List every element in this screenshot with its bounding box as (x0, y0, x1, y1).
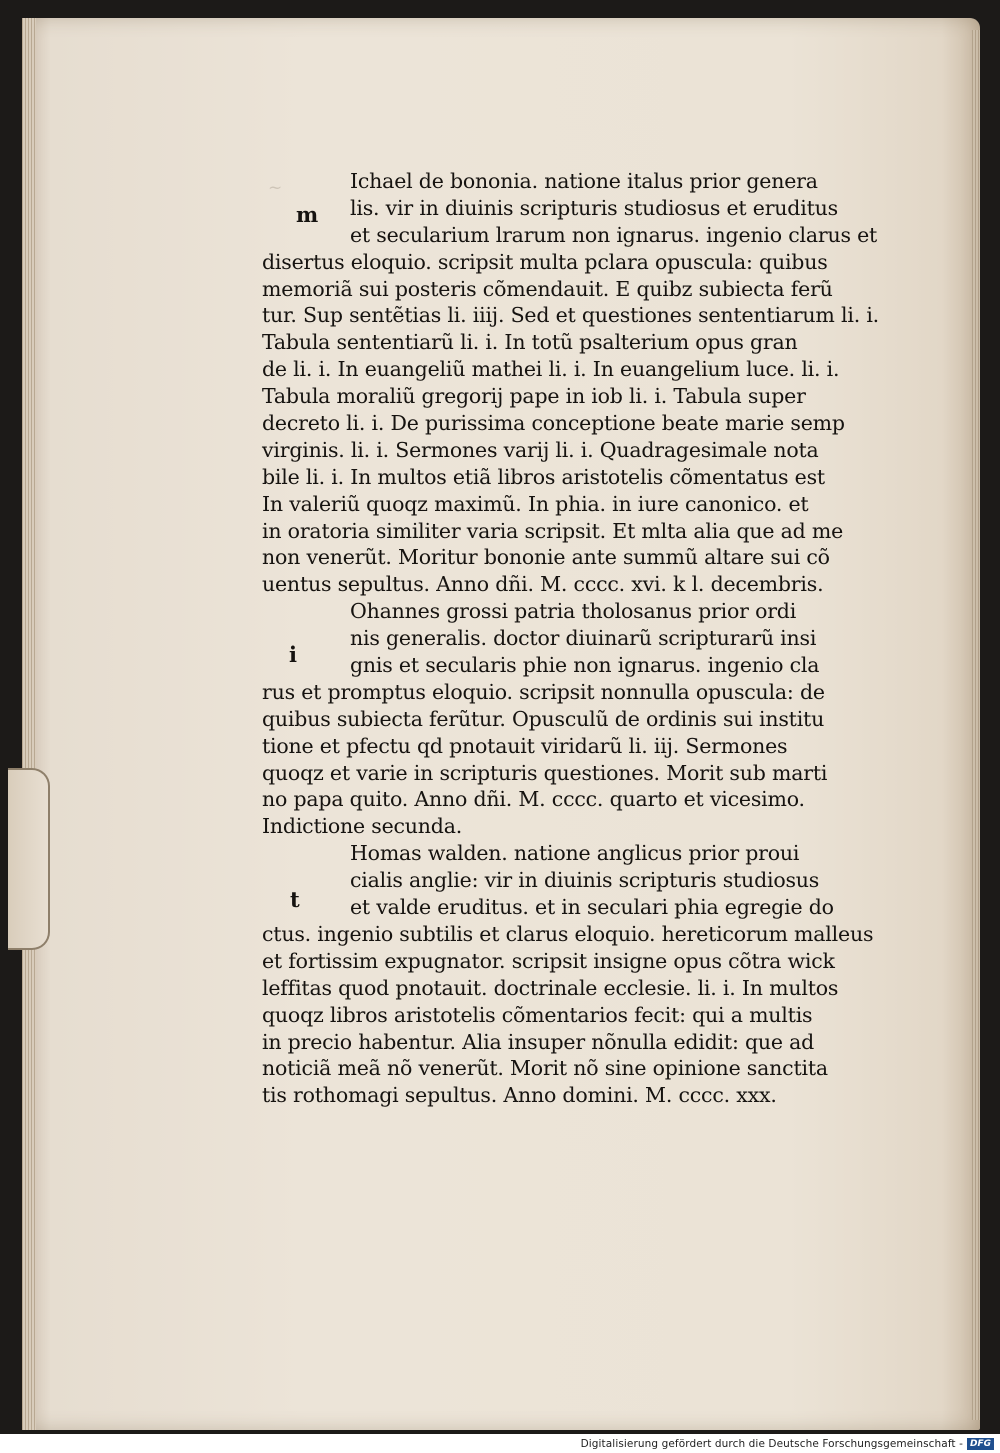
text-line: cialis anglie: vir in diuinis scripturis studiosus (350, 868, 820, 893)
page-edge-right (972, 30, 980, 1420)
funding-credit: Digitalisierung gefördert durch die Deutsche Forschungsgemeinschaft - (580, 1437, 963, 1450)
guide-initial-t: t (290, 887, 300, 912)
text-line: quoqz libros aristotelis cõmentarios fecit: qui a multis (262, 1002, 813, 1027)
text-line: no papa quito. Anno dñi. M. cccc. quarto et vicesimo. (262, 787, 805, 812)
main-text-block (262, 168, 879, 1109)
text-line: leffitas quod pnotauit. doctrinale ecclesie. li. i. In multos (262, 975, 839, 1000)
text-line: disertus eloquio. scripsit multa pclara opuscula: quibus (262, 249, 828, 274)
text-line: tur. Sup sentẽtias li. iiij. Sed et questiones sententiarum li. i. (262, 303, 879, 328)
text-line: quibus subiecta ferũtur. Opusculũ de ordinis sui institu (262, 706, 825, 731)
text-line: nis generalis. doctor diuinarũ scripturarũ insi (350, 626, 817, 651)
text-line: quoqz et varie in scripturis questiones. Morit sub marti (262, 760, 828, 785)
text-line: In valeriũ quoqz maximũ. In phia. in iure canonico. et (262, 491, 809, 516)
text-line: Ohannes grossi patria tholosanus prior ordi (350, 599, 797, 624)
book-clasp (8, 768, 50, 950)
guide-initial-m: m (296, 202, 319, 227)
text-line: bile li. i. In multos etiã libros aristotelis cõmentatus est (262, 464, 825, 489)
text-line: ctus. ingenio subtilis et clarus eloquio. hereticorum malleus (262, 921, 874, 946)
text-line: in precio habentur. Alia insuper nõnulla edidit: que ad (262, 1029, 815, 1054)
show-through-text: ~ (268, 178, 283, 198)
guide-initial-i: i (289, 642, 297, 667)
footer-bar (0, 1434, 1000, 1453)
text-line: Tabula sententiarũ li. i. In totũ psalterium opus gran (262, 330, 798, 355)
text-line: decreto li. i. De purissima conceptione beate marie semp (262, 411, 845, 436)
text-line: Indictione secunda. (262, 814, 463, 839)
text-line: non venerũt. Moritur bononie ante summũ altare sui cõ (262, 545, 830, 570)
text-line: tis rothomagi sepultus. Anno domini. M. cccc. xxx. (262, 1083, 777, 1108)
text-line: memoriã sui posteris cõmendauit. E quibz subiecta ferũ (262, 276, 833, 301)
text-line: Homas walden. natione anglicus prior proui (350, 841, 800, 866)
text-line: et secularium lrarum non ignarus. ingenio clarus et (350, 222, 878, 247)
text-line: Tabula moraliũ gregorij pape in iob li. i. Tabula super (262, 384, 806, 409)
text-line: uentus sepultus. Anno dñi. M. cccc. xvi. k l. decembris. (262, 572, 824, 597)
text-line: tione et pfectu qd pnotauit viridarũ li. iij. Sermones (262, 733, 788, 758)
text-line: in oratoria similiter varia scripsit. Et mlta alia que ad me (262, 518, 844, 543)
text-line: virginis. li. i. Sermones varij li. i. Quadragesimale nota (262, 437, 819, 462)
text-line: rus et promptus eloquio. scripsit nonnulla opuscula: de (262, 679, 825, 704)
text-line: lis. vir in diuinis scripturis studiosus et eruditus (350, 195, 838, 220)
text-line: Ichael de bononia. natione italus prior genera (350, 169, 818, 193)
page-edge-left (22, 18, 36, 1430)
dfg-logo: DFG (967, 1438, 994, 1450)
text-line: noticiã meã nõ venerũt. Morit nõ sine opinione sanctita (262, 1056, 828, 1081)
text-line: de li. i. In euangeliũ mathei li. i. In euangelium luce. li. i. (262, 357, 840, 382)
text-line: et valde eruditus. et in seculari phia egregie do (350, 895, 834, 920)
text-line: et fortissim expugnator. scripsit insigne opus cõtra wick (262, 948, 835, 973)
text-line: gnis et secularis phie non ignarus. ingenio cla (350, 653, 820, 678)
